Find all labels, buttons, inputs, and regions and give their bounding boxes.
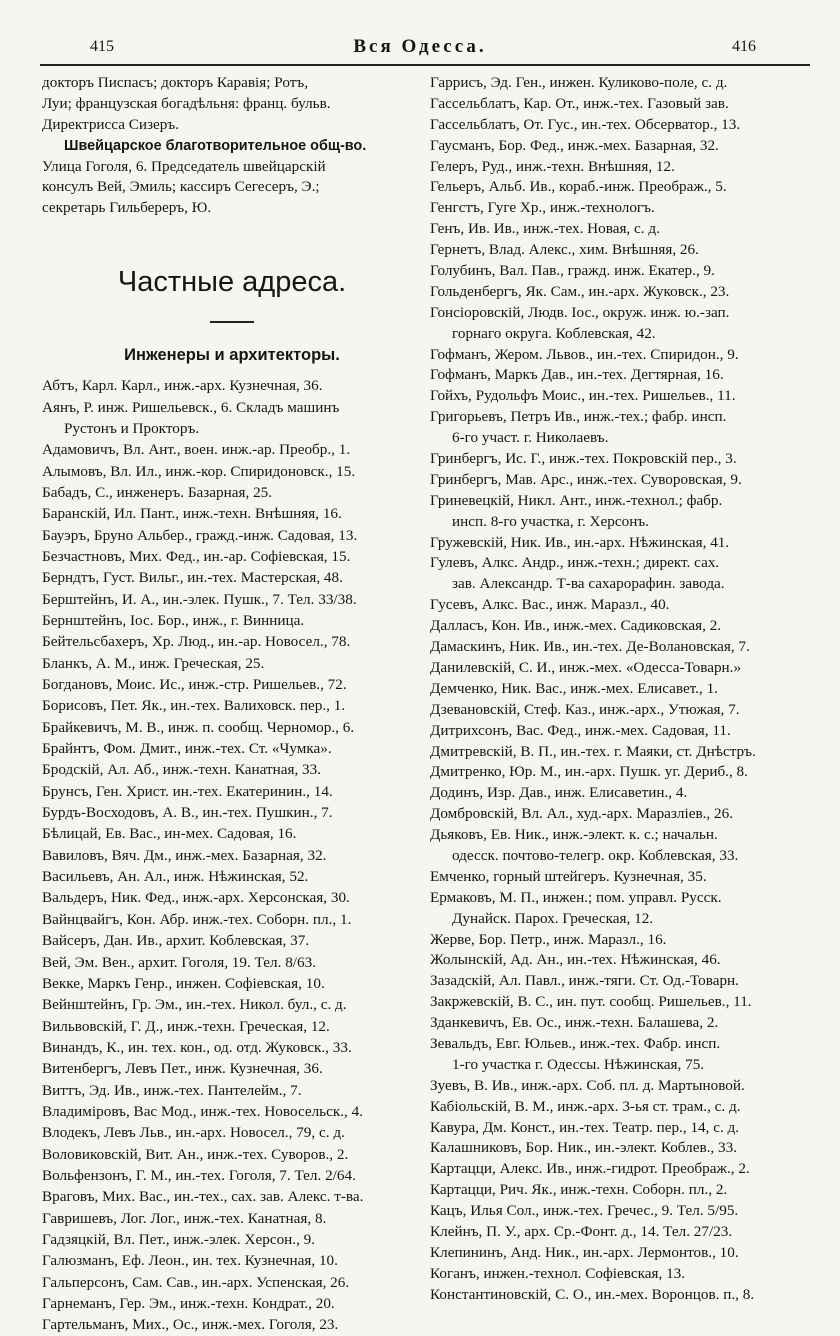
address-entry-line: Григорьевъ, Петръ Ив., инж.-тех.; фабр. инсп.	[430, 408, 727, 426]
address-entry-line: Владиміровъ, Вас Мод., инж.-тех. Новосельск., 4.	[42, 1102, 364, 1120]
address-entry-line: Вавиловъ, Вяч. Дм., инж.-мех. Базарная, 32.	[42, 846, 327, 864]
address-entry-line: Гусевъ, Алкс. Вас., инж. Маразл., 40.	[430, 596, 670, 614]
address-entry-line: Бабадъ, С., инженеръ. Базарная, 25.	[42, 483, 273, 501]
address-entry-line: Зуевъ, В. Ив., инж.-арх. Соб. пл. д. Мартыновой.	[430, 1076, 745, 1094]
address-entry-line: 1-го участка г. Одессы. Нѣжинская, 75.	[452, 1055, 705, 1073]
address-entry-line: Демченко, Ник. Вас., инж.-мех. Елисавет., 1.	[430, 679, 718, 697]
address-entry-line: Враговъ, Мих. Вас., ин.-тех., сах. зав. Алекс. т-ва.	[42, 1188, 364, 1206]
address-entry-line: зав. Александр. Т-ва сахарорафин. завода.	[452, 575, 725, 593]
right-page-number: 416	[732, 38, 756, 55]
address-entry-line: горнаго округа. Коблевская, 42.	[452, 324, 656, 342]
address-entry-line: Дмитревскій, В. П., ин.-тех. г. Маяки, ст. Днѣстръ.	[430, 742, 756, 760]
address-entry-line: Берштейнъ, И. А., ин.-элек. Пушк., 7. Тел. 33/38.	[42, 590, 357, 608]
address-entry-line: Емченко, горный штейгеръ. Кузнечная, 35.	[430, 867, 707, 885]
society-line: консулъ Вей, Эмиль; кассиръ Сегесеръ, Э.;	[42, 178, 320, 196]
address-entry-line: Дмитренко, Юр. М., ин.-арх. Пушк. уг. Дериб., 8.	[430, 763, 748, 781]
address-entry-line: Гассельблатъ, Кар. От., инж.-тех. Газовый зав.	[430, 94, 729, 112]
address-entry-line: Дьяковъ, Ев. Ник., инж.-элект. к. с.; начальн.	[430, 826, 718, 844]
left-entry-list	[42, 375, 422, 1335]
address-entry-line: Дитрихсонъ, Вас. Фед., инж.-мех. Садовая, 11.	[430, 721, 731, 739]
address-entry-line: Виттъ, Эд. Ив., инж.-тех. Пантелейм., 7.	[42, 1081, 302, 1099]
address-entry-line: Брайнтъ, Фом. Дмит., инж.-тех. Ст. «Чумка».	[42, 740, 332, 758]
address-entry-line: Жолынскій, Ад. Ан., ин.-тех. Нѣжинская, 46.	[430, 951, 721, 969]
address-entry-line: одесск. почтово-телегр. окр. Коблевская, 33.	[452, 846, 739, 864]
address-entry-line: Рустонъ и Прокторъ.	[64, 419, 200, 437]
address-entry-line: Векке, Маркъ Генр., инжен. Софіевская, 10.	[42, 974, 325, 992]
address-entry-line: Гринбергъ, Ис. Г., инж.-тех. Покровскій пер., 3.	[430, 450, 737, 468]
address-entry-line: Кацъ, Илья Сол., инж.-тех. Гречес., 9. Тел. 5/95.	[430, 1202, 739, 1220]
address-entry-line: Баранскій, Ил. Пант., инж.-техн. Внѣшняя, 16.	[42, 505, 342, 523]
address-entry-line: Вальдеръ, Ник. Фед., инж.-арх. Херсонская, 30.	[42, 889, 350, 907]
address-entry-line: Гадзяцкій, Вл. Пет., инж.-элек. Херсон., 9.	[42, 1230, 316, 1248]
address-entry-line: Вайсеръ, Дан. Ив., архит. Коблевская, 37.	[42, 932, 310, 950]
address-entry-line: Гулевъ, Алкс. Андр., инж.-техн.; директ. сах.	[430, 554, 720, 572]
address-entry-line: Зданкевичъ, Ев. Ос., инж.-техн. Балашева, 2.	[430, 1014, 719, 1032]
address-entry-line: Алымовъ, Вл. Ил., инж.-кор. Спиридоновск., 15.	[42, 462, 356, 480]
address-entry-line: Гружевскій, Ник. Ив., ин.-арх. Нѣжинская, 41.	[430, 533, 730, 551]
section-rule	[210, 321, 254, 323]
address-entry-line: Гавришевъ, Лог. Лог., инж.-тех. Канатная, 8.	[42, 1209, 327, 1227]
address-entry-line: Додинъ, Изр. Дав., инж. Елисаветин., 4.	[430, 784, 688, 802]
address-entry-line: Гофманъ, Маркъ Дав., ин.-тех. Дегтярная, 16.	[430, 366, 724, 384]
address-entry-line: Вейнштейнъ, Гр. Эм., ин.-тех. Никол. бул., с. д.	[42, 996, 347, 1014]
address-entry-line: Абтъ, Карл. Карл., инж.-арх. Кузнечная, 36.	[42, 377, 323, 395]
address-entry-line: Брунсъ, Ген. Христ. ин.-тех. Екатеринин., 14.	[42, 782, 333, 800]
address-entry-line: Борисовъ, Пет. Як., ин.-тех. Валиховск. пер., 1.	[42, 697, 346, 715]
address-entry-line: Гофманъ, Жером. Львов., ин.-тех. Спиридон., 9.	[430, 345, 739, 363]
address-entry-line: Бурдъ-Восходовъ, А. В., ин.-тех. Пушкин., 7.	[42, 804, 333, 822]
address-entry-line: Жерве, Бор. Петр., инж. Маразл., 16.	[430, 930, 667, 948]
address-entry-line: Гринбергъ, Мав. Арс., инж.-тех. Суворовская, 9.	[430, 470, 742, 488]
address-entry-line: Гонсіоровскій, Людв. Іос., окруж. инж. ю.-зап.	[430, 303, 730, 321]
intro-line: докторъ Писпасъ; докторъ Каравія; Ротъ,	[42, 74, 309, 91]
address-entry-line: Гойхъ, Рудольфъ Моис., ин.-тех. Ришельев., 11.	[430, 387, 736, 405]
address-entry-line: Адамовичъ, Вл. Ант., воен. инж.-ар. Преобр., 1.	[42, 441, 351, 459]
address-entry-line: Васильевъ, Ан. Ал., инж. Нѣжинская, 52.	[42, 868, 309, 886]
right-column	[430, 73, 808, 1306]
address-entry-line: Галюзманъ, Еф. Леон., ин. тех. Кузнечная, 10.	[42, 1252, 338, 1270]
address-entry-line: Генъ, Ив. Ив., инж.-тех. Новая, с. д.	[430, 220, 660, 238]
address-entry-line: Дунайск. Парох. Греческая, 12.	[452, 909, 654, 927]
address-entry-line: Данилевскій, С. И., инж.-мех. «Одесса-Товарн.»	[430, 658, 742, 676]
address-entry-line: Гаусманъ, Бор. Фед., инж.-мех. Базарная, 32.	[430, 136, 719, 154]
page-header	[0, 0, 840, 66]
header-rule	[40, 64, 810, 66]
intro-line: Луи; французская богадѣльня: франц. бульв.	[42, 94, 331, 112]
address-entry-line: Гаррисъ, Эд. Ген., инжен. Куликово-поле, с. д.	[430, 74, 728, 91]
address-entry-line: Клепининъ, Анд. Ник., ин.-арх. Лермонтов., 10.	[430, 1243, 739, 1261]
address-entry-line: Гальперсонъ, Сам. Сав., ин.-арх. Успенская, 26.	[42, 1273, 350, 1291]
address-entry-line: Бейтельсбахеръ, Хр. Люд., ин.-ар. Новосел., 78.	[42, 633, 351, 651]
intro-line: Директрисса Сизеръ.	[42, 115, 179, 133]
address-entry-line: Вей, Эм. Вен., архит. Гоголя, 19. Тел. 8/63.	[42, 953, 316, 971]
society-line: секретарь Гильбереръ, Ю.	[42, 199, 212, 217]
address-entry-line: Зевальдъ, Евг. Юльев., инж.-тех. Фабр. инсп.	[430, 1034, 721, 1052]
society-title: Швейцарское благотворительное общ-во.	[64, 137, 367, 154]
address-entry-line: Гольденбергъ, Як. Сам., ин.-арх. Жуковск., 23.	[430, 282, 730, 300]
address-entry-line: Дзевановскій, Стеф. Каз., инж.-арх., Утюжая, 7.	[430, 700, 740, 718]
section-title: Частные адреса.	[117, 266, 347, 299]
address-entry-line: Бѣлицай, Ев. Вас., ин-мех. Садовая, 16.	[42, 825, 297, 843]
address-entry-line: Воловиковскій, Вит. Ан., инж.-тех. Суворов., 2.	[42, 1145, 349, 1163]
address-entry-line: Витенбергъ, Левъ Пет., инж. Кузнечная, 36.	[42, 1060, 323, 1078]
address-entry-line: Вольфензонъ, Г. М., ин.-тех. Гоголя, 7. Тел. 2/64.	[42, 1166, 356, 1184]
address-entry-line: Бернштейнъ, Іос. Бор., инж., г. Винница.	[42, 612, 305, 630]
address-entry-line: Влодекъ, Левъ Льв., ин.-арх. Новосел., 79, с. д.	[42, 1124, 345, 1142]
address-entry-line: Гартельманъ, Мих., Ос., инж.-мех. Гоголя, 23.	[42, 1316, 339, 1334]
address-entry-line: Ермаковъ, М. П., инжен.; пом. управл. Русск.	[430, 888, 722, 906]
address-entry-line: Закржевскій, В. С., ин. пут. сообщ. Ришельев., 11.	[430, 993, 752, 1011]
address-entry-line: Дамаскинъ, Ник. Ив., ин.-тех. Де-Волановская, 7.	[430, 638, 750, 656]
address-entry-line: Зазадскій, Ал. Павл., инж.-тяги. Ст. Од.-Товарн.	[430, 972, 739, 990]
left-page-number: 415	[90, 38, 114, 55]
address-entry-line: Богдановъ, Моис. Ис., инж.-стр. Ришельев., 72.	[42, 676, 347, 694]
address-entry-line: 6-го участ. г. Николаевъ.	[452, 429, 609, 447]
address-entry-line: Гассельблатъ, От. Гус., ин.-тех. Обсерватор., 13.	[430, 115, 741, 133]
address-entry-line: Безчастновъ, Мих. Фед., ин.-ар. Софіевская, 15.	[42, 547, 351, 565]
running-title: Вся Одесса.	[353, 36, 487, 57]
address-entry-line: Вильвовскій, Г. Д., инж.-техн. Греческая, 12.	[42, 1017, 330, 1035]
address-entry-line: Бродскій, Ал. Аб., инж.-техн. Канатная, 33.	[42, 761, 322, 779]
address-entry-line: инсп. 8-го участка, г. Херсонъ.	[452, 512, 649, 530]
address-entry-line: Картацци, Рич. Як., инж.-техн. Соборн. пл., 2.	[430, 1181, 728, 1199]
address-entry-line: Берндтъ, Густ. Вильг., ин.-тех. Мастерская, 48.	[42, 569, 343, 587]
address-entry-line: Картацци, Алекс. Ив., инж.-гидрот. Преображ., 2.	[430, 1160, 750, 1178]
address-entry-line: Домбровскій, Вл. Ал., худ.-арх. Маразліев., 26.	[430, 805, 733, 823]
address-entry-line: Гернетъ, Влад. Алекс., хим. Внѣшняя, 26.	[430, 241, 699, 259]
address-entry-line: Коганъ, инжен.-технол. Софіевская, 13.	[430, 1264, 686, 1282]
address-entry-line: Клейнъ, П. У., арх. Ср.-Фонт. д., 14. Тел. 27/23.	[430, 1222, 733, 1240]
address-entry-line: Кабіольскій, В. М., инж.-арх. 3-ья ст. трам., с. д.	[430, 1097, 741, 1115]
address-entry-line: Гелеръ, Руд., инж.-техн. Внѣшняя, 12.	[430, 157, 675, 175]
address-entry-line: Аянъ, Р. инж. Ришельевск., 6. Складъ машинъ	[42, 398, 340, 416]
address-entry-line: Гельеръ, Альб. Ив., кораб.-инж. Преображ., 5.	[430, 178, 727, 196]
address-entry-line: Бланкъ, А. М., инж. Греческая, 25.	[42, 654, 265, 672]
society-line: Улица Гоголя, 6. Председатель швейцарскій	[42, 157, 326, 175]
address-entry-line: Голубинъ, Вал. Пав., гражд. инж. Екатер., 9.	[430, 262, 715, 280]
address-entry-line: Гриневецкій, Никл. Ант., инж.-технол.; фабр.	[430, 491, 723, 509]
left-column	[42, 73, 422, 1336]
address-entry-line: Далласъ, Кон. Ив., инж.-мех. Садиковская, 2.	[430, 617, 722, 635]
address-entry-line: Гарнеманъ, Гер. Эм., инж.-техн. Кондрат., 20.	[42, 1295, 335, 1313]
address-entry-line: Брайкевичъ, М. В., инж. п. сообщ. Черномор., 6.	[42, 718, 355, 736]
address-entry-line: Генгстъ, Гуге Хр., инж.-технологъ.	[430, 199, 655, 217]
address-entry-line: Кавура, Дм. Конст., ин.-тех. Театр. пер., 14, с. д.	[430, 1118, 740, 1136]
address-entry-line: Калашниковъ, Бор. Ник., ин.-элект. Коблев., 33.	[430, 1139, 738, 1157]
subsection-title: Инженеры и архитекторы.	[124, 346, 340, 365]
address-entry-line: Бауэръ, Бруно Альбер., гражд.-инж. Садовая, 13.	[42, 526, 358, 544]
address-entry-line: Константиновскій, С. О., ин.-мех. Воронцов. п., 8.	[430, 1285, 755, 1303]
address-entry-line: Вайнцвайгъ, Кон. Абр. инж.-тех. Соборн. пл., 1.	[42, 910, 352, 928]
address-entry-line: Винандъ, К., ин. тех. кон., од. отд. Жуковск., 33.	[42, 1038, 352, 1056]
